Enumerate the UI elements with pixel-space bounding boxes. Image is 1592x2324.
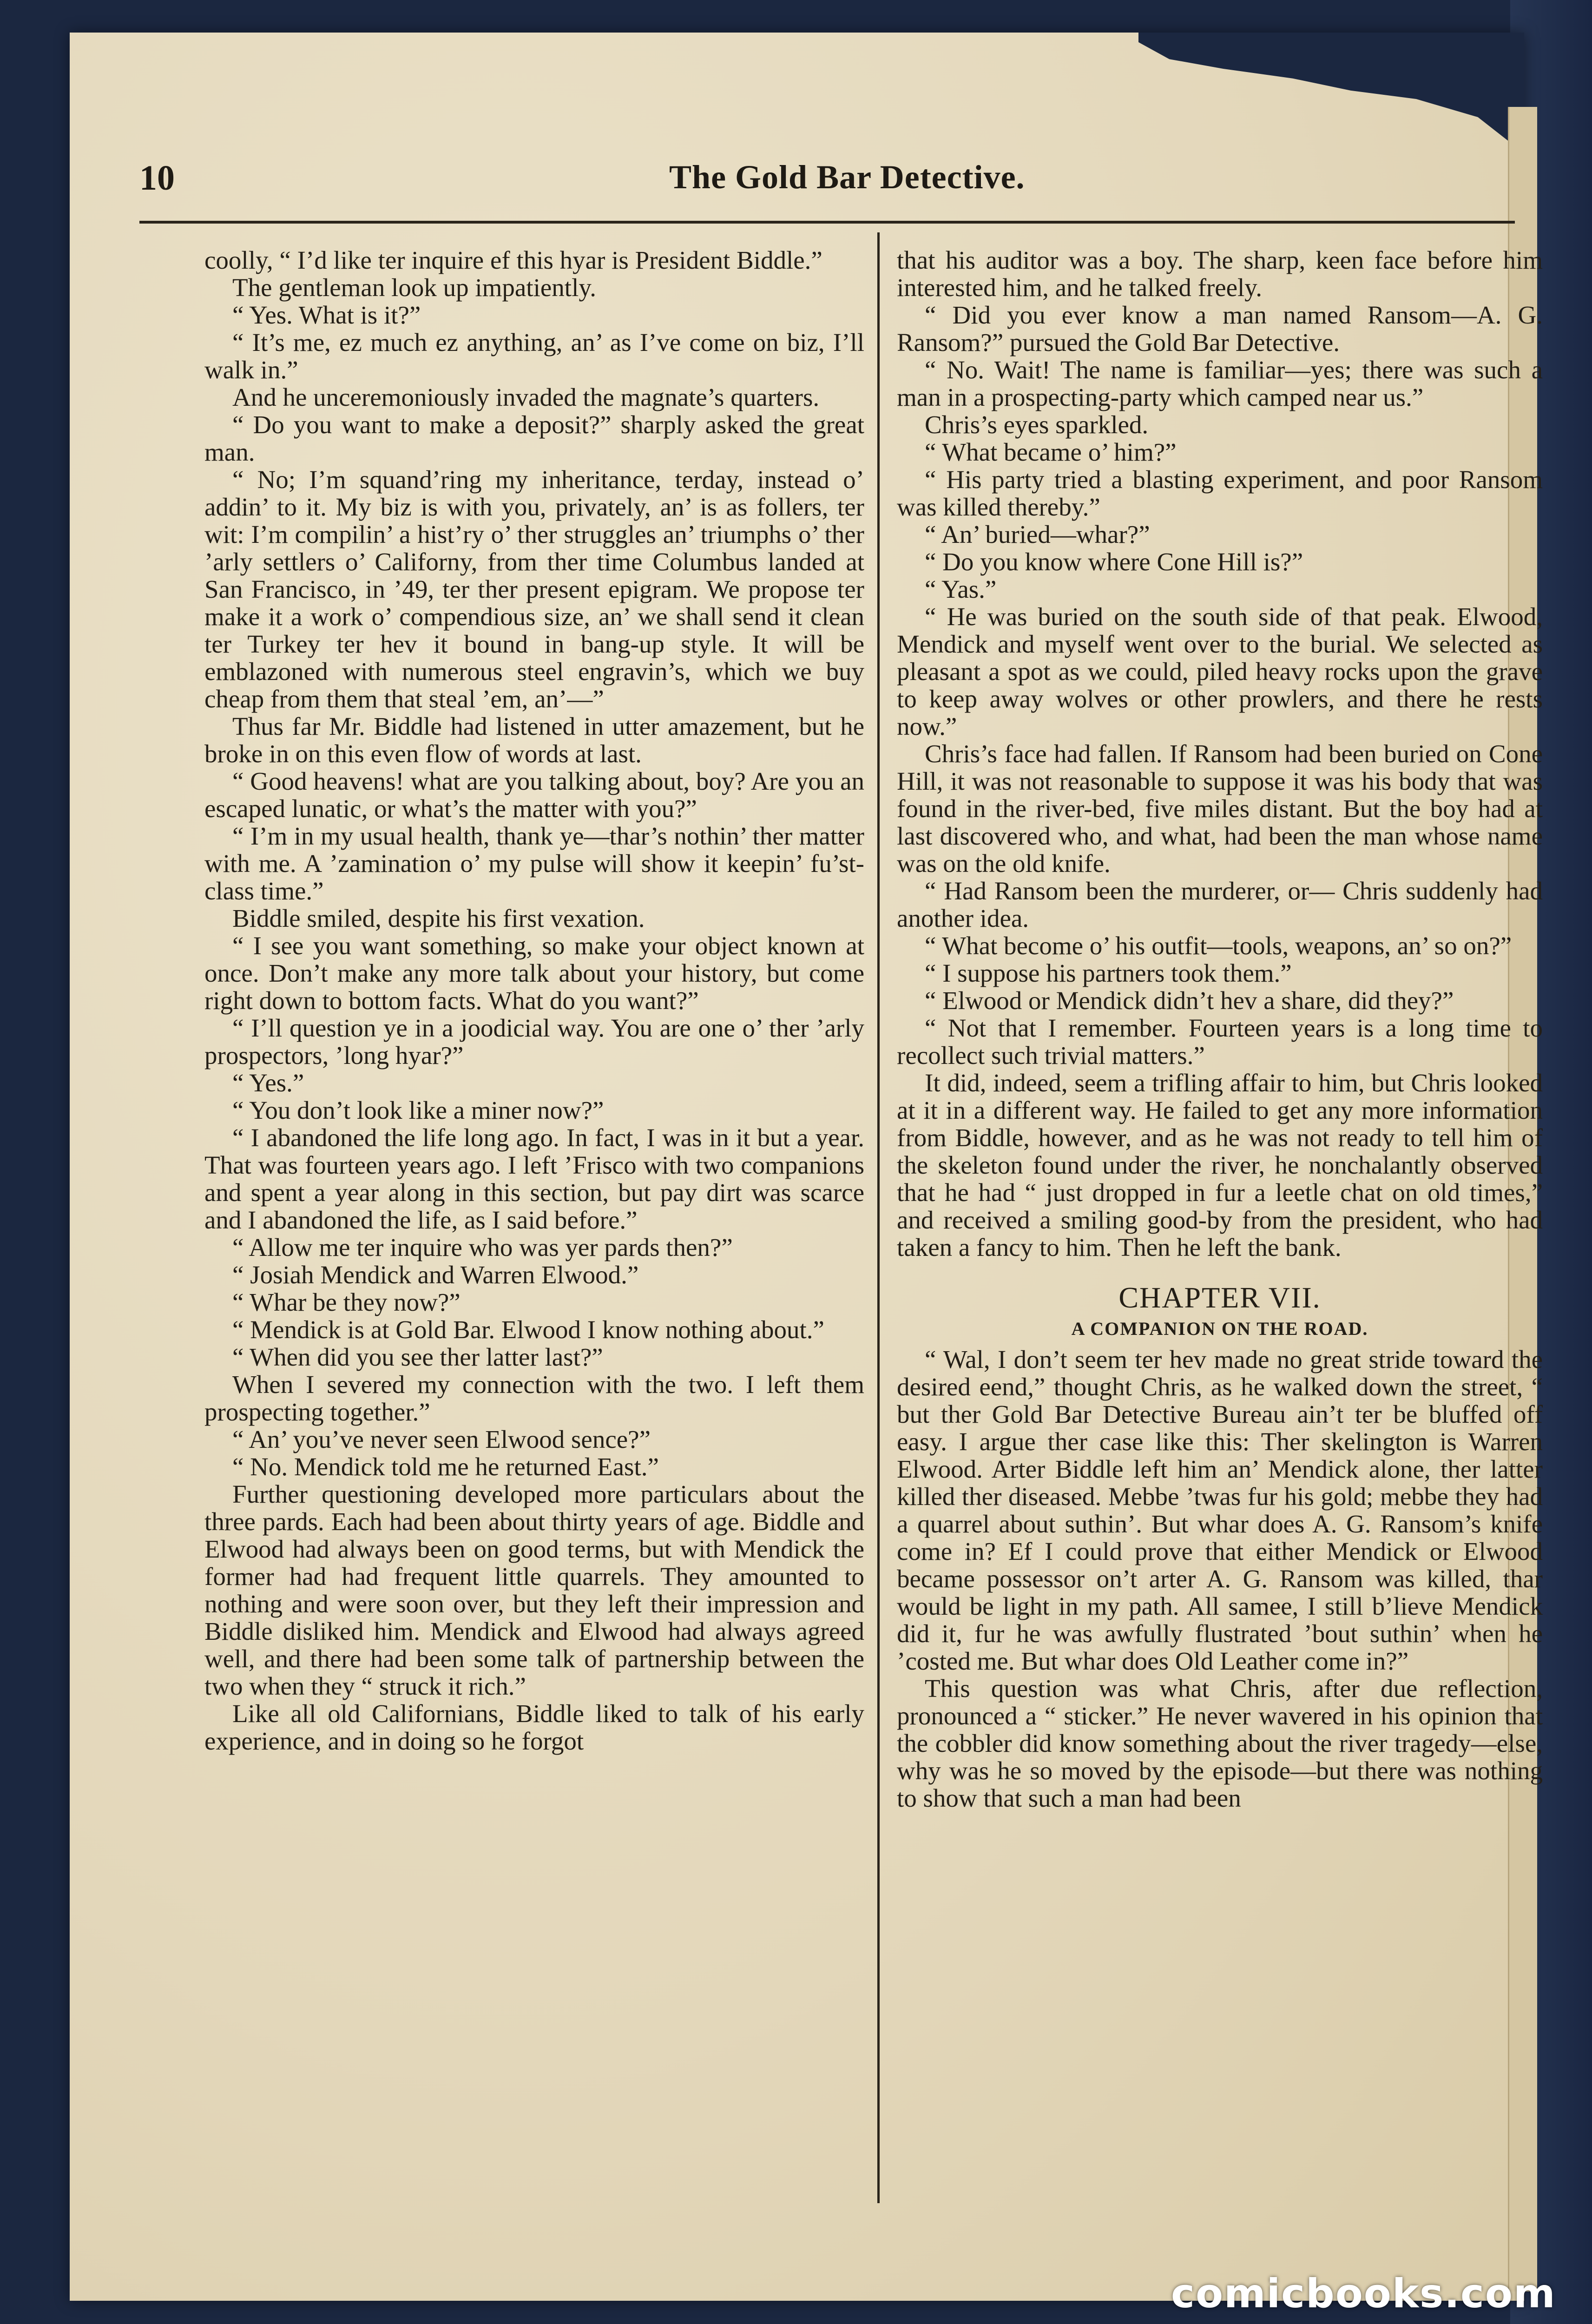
paragraph: It did, indeed, seem a trifling affair to him, but Chris looked at it in a different way. He failed to get any more information from Biddle, however, and as he was not ready to tell him of the skeleton found under the river, he nonchalantly observed that he had “ just dropped in fur a leetle chat on old times,” and received a smiling good-by from the president, who had taken a fancy to him. Then he left the bank. xyxy=(897,1069,1543,1261)
paragraph: Further questioning developed more particulars about the three pards. Each had been about thirty years of age. Biddle and Elwood had always been on good terms, but with Mendick the former had had frequent little quarrels. They amounted to nothing and were soon over, but they left their impression and Biddle disliked him. Mendick and Elwood had always agreed well, and there had been some talk of partnership between the two when they “ struck it rich.” xyxy=(204,1480,864,1700)
page-header xyxy=(139,158,1515,209)
paragraph: “ Mendick is at Gold Bar. Elwood I know nothing about.” xyxy=(232,1315,824,1344)
right-column-bottom xyxy=(897,1346,1543,1812)
right-column xyxy=(897,246,1543,2212)
header-rule xyxy=(139,221,1515,224)
paragraph: “ No; I’m squand’ring my inheritance, terday, instead o’ addin’ to it. My biz is with you, privately, an’ is as follers, ter wit: I’m compilin’ a hist’ry o’ ther struggles an’ triumphs o’ ther ’arly settlers o’ Californy, from ther time Columbus landed at San Francisco, in ’49, ter ther present epigram. We propose ter make it a work o’ compendious size, an’ we shall send it clean ter Turkey ter hev it bound in bang-up style. It will be emblazoned with numerous steel engravin’s, which we buy cheap from them that steal ’em, an’—” xyxy=(204,465,864,713)
right-column-top xyxy=(897,246,1543,1261)
paragraph: “ Josiah Mendick and Warren Elwood.” xyxy=(232,1261,639,1289)
paragraph: “ Yes.” xyxy=(232,1069,304,1097)
paragraph: “ His party tried a blasting experiment, and poor Ransom was killed thereby.” xyxy=(897,465,1543,521)
paragraph: “ Whar be they now?” xyxy=(232,1288,460,1316)
left-column xyxy=(204,246,864,1755)
paragraph: “ When did you see ther latter last?” xyxy=(232,1343,603,1371)
paragraph: When I severed my connection with the two. I left them prospecting together.” xyxy=(204,1370,864,1426)
paragraph: “ Had Ransom been the murderer, or— Chris suddenly had another idea. xyxy=(897,877,1543,932)
page-number: 10 xyxy=(139,158,175,198)
paragraph: “ I abandoned the life long ago. In fact, I was in it but a year. That was fourteen years ago. I left ’Frisco with two companions and spent a year along in this section, but pay dirt was scarce and I abandoned the life, as I said before.” xyxy=(204,1123,864,1234)
paragraph: “ Yes. What is it?” xyxy=(232,301,421,329)
paragraph: “ Allow me ter inquire who was yer pards then?” xyxy=(232,1233,733,1261)
chapter-title: CHAPTER VII. xyxy=(1118,1281,1321,1314)
paragraph: “ An’ buried—whar?” xyxy=(925,520,1150,548)
paragraph: Chris’s eyes sparkled. xyxy=(925,410,1149,439)
paragraph: This question was what Chris, after due reflection, pronounced a “ sticker.” He never wavered in his opinion that the cobbler did know something about the river tragedy—else, why was he so moved by the episode—but there was nothing to show that such a man had been xyxy=(897,1674,1543,1812)
paragraph: “ Did you ever know a man named Ransom—A. G. Ransom?” pursued the Gold Bar Detective. xyxy=(897,301,1543,357)
paragraph: coolly, “ I’d like ter inquire ef this hyar is President Biddle.” xyxy=(204,246,822,274)
paragraph: The gentleman look up impatiently. xyxy=(232,273,597,302)
paragraph: “ No. Mendick told me he returned East.” xyxy=(232,1452,659,1481)
running-title: The Gold Bar Detective. xyxy=(669,158,1025,196)
paragraph: “ I’m in my usual health, thank ye—thar’s nothin’ ther matter with me. A ’zamination o’ my pulse will show it keepin’ fu’st-class time.” xyxy=(204,822,864,905)
paragraph: Biddle smiled, despite his first vexation. xyxy=(232,904,645,932)
paragraph: “ It’s me, ez much ez anything, an’ as I’ve come on biz, I’ll walk in.” xyxy=(204,328,864,384)
paragraph: “ Yas.” xyxy=(925,575,997,603)
paragraph: “ He was buried on the south side of that peak. Elwood, Mendick and myself went over to the burial. We selected as pleasant a spot as we could, piled heavy rocks upon the grave to keep away wolves or other prowlers, and there he rests now.” xyxy=(897,602,1543,740)
paragraph: “ What became o’ him?” xyxy=(925,438,1177,466)
paragraph: “ Elwood or Mendick didn’t hev a share, did they?” xyxy=(925,986,1454,1015)
paragraph: “ Wal, I don’t seem ter hev made no great stride toward the desired eend,” thought Chris, as he walked down the street, “ but ther Gold Bar Detective Bureau ain’t ter be bluffed off easy. I argue ther case like this: Ther skelington is Warren Elwood. Arter Biddle left him an’ Mendick alone, ther latter killed ther diseased. Mebbe ’twas fur his gold; mebbe they had a quarrel about suthin’. But whar does A. G. Ransom’s knife come in? Ef I could prove that either Mendick or Elwood became possessor on’t arter A. G. Ransom was killed, thar would be light in my path. All samee, I still b’lieve Mendick did it, fur he was awfully flustrated ’bout suthin’ when he ’costed me. But whar does Old Leather come in?” xyxy=(897,1345,1543,1675)
paragraph: that his auditor was a boy. The sharp, keen face before him interested him, and he talked freely. xyxy=(897,246,1543,302)
paragraph: “ I suppose his partners took them.” xyxy=(925,959,1292,987)
paragraph: “ I’ll question ye in a joodicial way. You are one o’ ther ’arly prospectors, ’long hyar?” xyxy=(204,1014,864,1070)
paragraph: “ No. Wait! The name is familiar—yes; there was such a man in a prospecting-party which camped near us.” xyxy=(897,356,1543,411)
paragraph: “ Good heavens! what are you talking about, boy? Are you an escaped lunatic, or what’s the matter with you?” xyxy=(204,767,864,823)
chapter-subtitle: A COMPANION ON THE ROAD. xyxy=(1071,1318,1368,1339)
paragraph: “ You don’t look like a miner now?” xyxy=(232,1096,604,1124)
paragraph: Thus far Mr. Biddle had listened in utter amazement, but he broke in on this even flow of words at last. xyxy=(204,712,864,768)
paragraph: “ Not that I remember. Fourteen years is a long time to recollect such trivial matters.” xyxy=(897,1014,1543,1070)
torn-corner xyxy=(1138,33,1524,153)
paragraph: “ I see you want something, so make your object known at once. Don’t make any more talk about your history, but come right down to bottom facts. What do you want?” xyxy=(204,931,864,1015)
paragraph: Like all old Californians, Biddle liked to talk of his early experience, and in doing so he forgot xyxy=(204,1699,864,1755)
paragraph: Chris’s face had fallen. If Ransom had been buried on Cone Hill, it was not reasonable to suppose it was his body that was found in the river-bed, five miles distant. But the boy had at last discovered who, and what, had been the man whose name was on the old knife. xyxy=(897,739,1543,878)
paragraph: “ Do you know where Cone Hill is?” xyxy=(925,548,1303,576)
paragraph: “ An’ you’ve never seen Elwood sence?” xyxy=(232,1425,651,1453)
column-divider xyxy=(877,232,880,2203)
paragraph: And he unceremoniously invaded the magnate’s quarters. xyxy=(232,383,820,411)
paragraph: “ What become o’ his outfit—tools, weapons, an’ so on?” xyxy=(925,931,1512,960)
watermark: comicbooks.com xyxy=(1171,2271,1556,2317)
paragraph: “ Do you want to make a deposit?” sharply asked the great man. xyxy=(204,410,864,466)
